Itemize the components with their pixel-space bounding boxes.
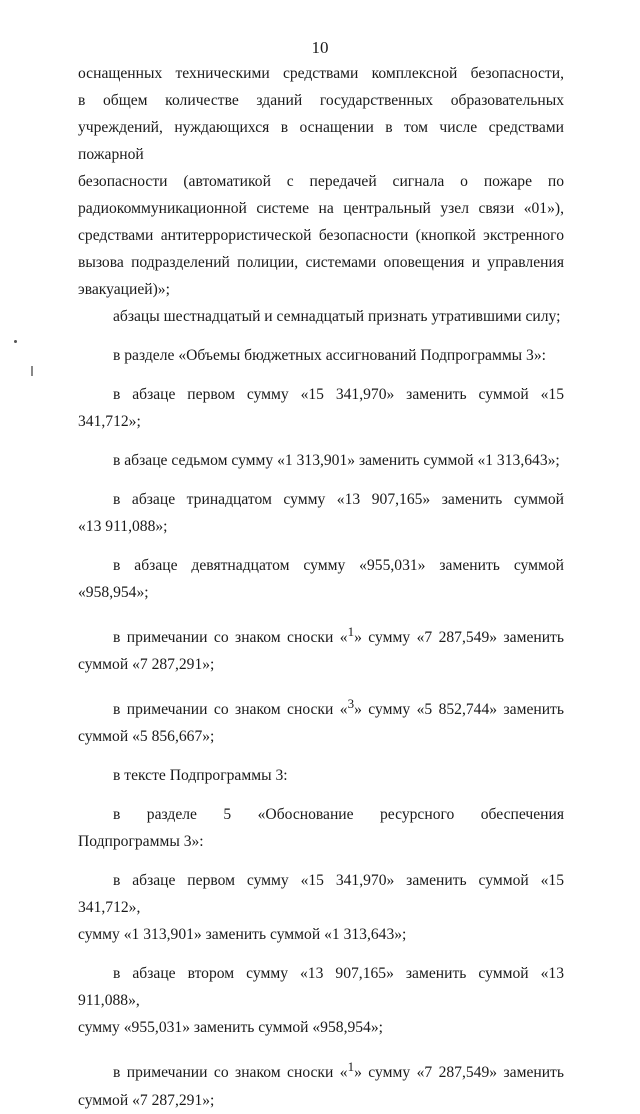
text-line: в абзаце втором сумму «13 907,165» заменить суммой «13 911,088», bbox=[78, 965, 564, 1010]
text-line: суммой «5 856,667»; bbox=[78, 728, 215, 746]
text-line: учреждений, нуждающихся в оснащении в том числе средствами пожарной bbox=[78, 119, 564, 163]
text-line: суммой «7 287,291»; bbox=[78, 656, 215, 674]
page-number: 10 bbox=[311, 38, 329, 57]
text-line: оснащенных техническими средствами комплексной безопасности, bbox=[78, 65, 564, 82]
paragraph: в разделе «Объемы бюджетных ассигнований Подпрограммы 3»: bbox=[113, 347, 546, 364]
text-fragment: » сумму «7 287,549» заменить bbox=[354, 629, 564, 647]
text-line: «13 911,088»; bbox=[78, 518, 168, 535]
paragraph bbox=[78, 690, 564, 750]
footnote-mark: 1 bbox=[347, 1059, 355, 1075]
paragraph bbox=[78, 618, 564, 678]
paragraph: в абзаце первом сумму «15 341,970» заменить суммой «15 341,712»; bbox=[78, 386, 564, 430]
paragraph: в абзаце девятнадцатом сумму «955,031» заменить суммой «958,954»; bbox=[78, 557, 564, 601]
text-fragment: в примечании со знаком сноски « bbox=[113, 1064, 348, 1082]
scan-mark bbox=[14, 340, 17, 343]
text-fragment: в примечании со знаком сноски « bbox=[113, 629, 348, 647]
paragraph bbox=[78, 1053, 564, 1113]
paragraph bbox=[78, 486, 564, 540]
footnote-mark: 1 bbox=[347, 624, 355, 639]
paragraph: в тексте Подпрограммы 3: bbox=[113, 767, 288, 785]
footnote-mark: 3 bbox=[347, 696, 355, 712]
text-line bbox=[78, 618, 564, 651]
paragraph: абзацы шестнадцатый и семнадцатый признать утратившими силу; bbox=[113, 308, 561, 325]
text-line: в абзаце первом сумму «15 341,970» заменить суммой «15 341,712», bbox=[78, 872, 564, 917]
text-line: в разделе 5 «Обоснование ресурсного обеспечения bbox=[113, 806, 564, 824]
text-fragment: » сумму «5 852,744» заменить bbox=[354, 701, 564, 719]
text-line bbox=[78, 690, 564, 723]
text-line: вызова подразделений полиции, системами оповещения и управления bbox=[78, 254, 564, 271]
text-line: эвакуацией)»; bbox=[78, 281, 170, 298]
text-line bbox=[78, 1053, 564, 1086]
text-line: средствами антитеррористической безопасности (кнопкой экстренного bbox=[78, 227, 564, 244]
text-line: безопасности (автоматикой с передачей сигнала о пожаре по bbox=[78, 173, 564, 190]
text-line: сумму «1 313,901» заменить суммой «1 313,643»; bbox=[78, 926, 407, 944]
text-line: в абзаце тринадцатом сумму «13 907,165» заменить суммой bbox=[113, 491, 564, 508]
document-body bbox=[78, 60, 564, 1114]
text-line: Подпрограммы 3»: bbox=[78, 833, 204, 851]
paragraph bbox=[78, 867, 564, 948]
text-line: в общем количестве зданий государственных образовательных bbox=[78, 92, 564, 109]
paragraph bbox=[78, 801, 564, 855]
scan-mark bbox=[31, 366, 33, 376]
text-line: радиокоммуникационной системе на центральный узел связи «01»), bbox=[78, 200, 564, 217]
paragraph bbox=[78, 960, 564, 1041]
text-line: суммой «7 287,291»; bbox=[78, 1091, 215, 1109]
paragraph: в абзаце седьмом сумму «1 313,901» заменить суммой «1 313,643»; bbox=[113, 452, 560, 469]
text-fragment: » сумму «7 287,549» заменить bbox=[354, 1064, 564, 1082]
text-fragment: в примечании со знаком сноски « bbox=[113, 701, 348, 719]
text-line: сумму «955,031» заменить суммой «958,954»; bbox=[78, 1019, 383, 1037]
